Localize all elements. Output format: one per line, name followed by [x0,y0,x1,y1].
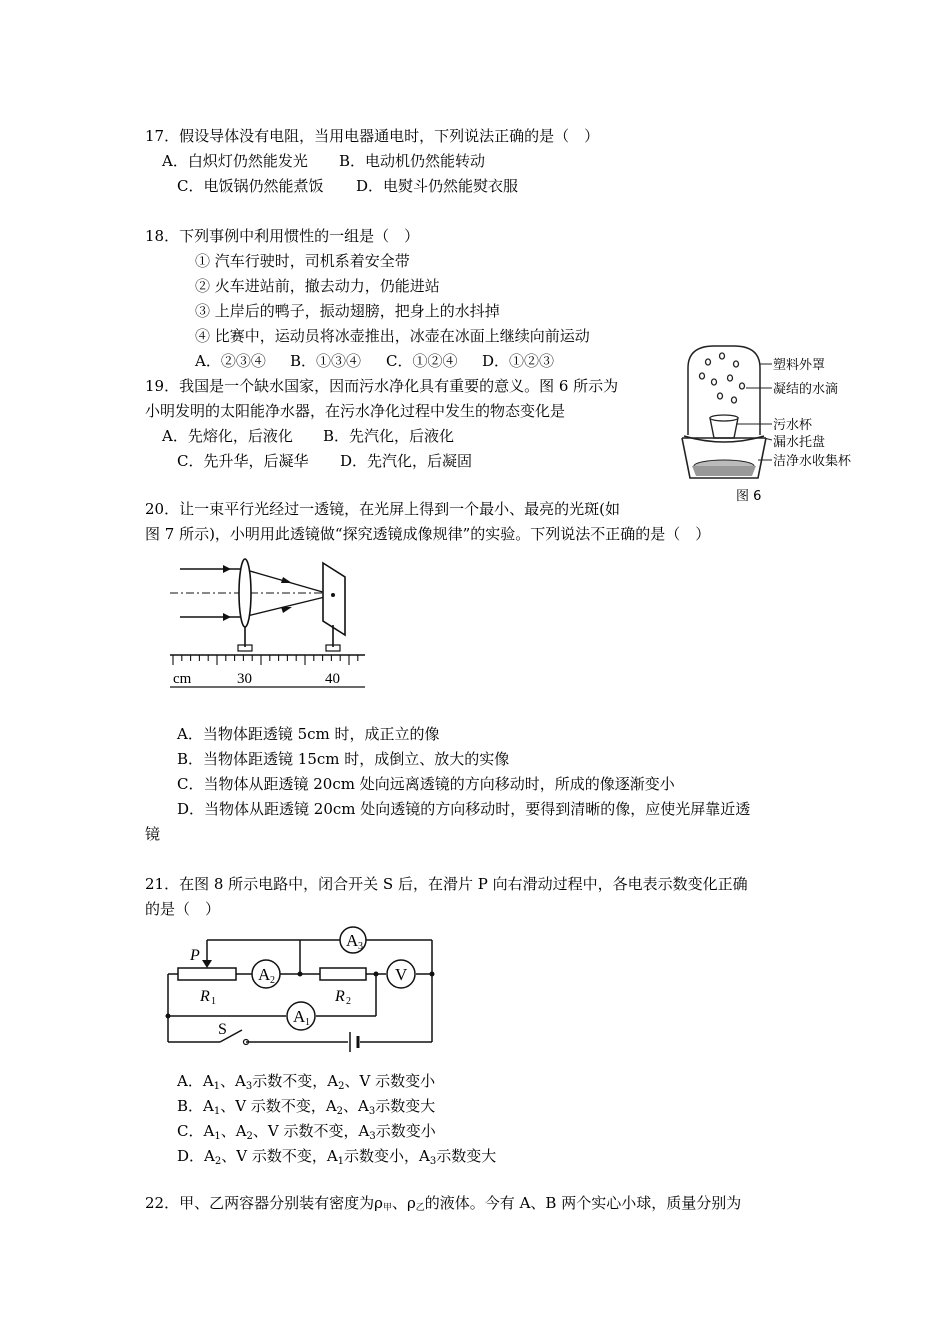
q19-option-b: B．先汽化，后液化 [323,427,455,445]
q18-option-d: D．①②③ [482,352,555,370]
q20-stem-line2: 图 7 所示)，小明用此透镜做“探究透镜成像规律”的实验。下列说法不正确的是（ ） [145,525,711,543]
fig8-voltmeter-label: V [395,965,408,984]
q19-option-a: A．先熔化，后液化 [162,427,293,445]
fig8-a2-letter: A [258,965,271,984]
q22-stem: 22．甲、乙两容器分别装有密度为ρ甲、ρ乙的液体。今有 A、B 两个实心小球，质量分别为 [145,1194,742,1213]
fig6-label-cover: 塑料外罩 [773,358,826,373]
fig7-tick-40: 40 [325,671,340,687]
fig6-label-tray: 漏水托盘 [773,435,826,450]
q20-option-b: B．当物体距透镜 15cm 时，成倒立、放大的实像 [177,750,510,768]
fig8-a1-subscript: 1 [305,1017,310,1028]
fig8-switch-label: S [218,1021,227,1038]
q21-option-c: C．$A_1$、$A_2$、V 示数不变，$A_3$示数变小 [177,1122,436,1142]
q20-stem-line1: 20．让一束平行光经过一透镜，在光屏上得到一个最小、最亮的光斑(如 [145,500,620,518]
q17-option-b: B．电动机仍然能转动 [339,152,486,170]
q19-stem-line2: 小明发明的太阳能净水器，在污水净化过程中发生的物态变化是 [145,402,566,420]
fig8-a2-subscript: 2 [270,975,275,986]
fig7-tick-30: 30 [237,671,252,687]
q18-item-3: ③ 上岸后的鸭子，振动翅膀，把身上的水抖掉 [195,302,500,320]
q20-option-d-line1: D．当物体从距透镜 20cm 处向透镜的方向移动时，要得到清晰的像，应使光屏靠近透 [177,800,751,818]
q19-stem-line1: 19．我国是一个缺水国家，因而污水净化具有重要的意义。图 6 所示为 [145,377,619,395]
figure-6-solar-purifier [676,340,876,515]
fig8-r1-letter: R [200,988,210,1005]
q18-stem: 18．下列事例中利用惯性的一组是（ ） [145,227,420,245]
q20-option-a: A．当物体距透镜 5cm 时，成正立的像 [177,725,440,743]
fig8-r2-letter: R [335,988,345,1005]
q21-stem-line2: 的是（ ） [145,900,221,918]
fig7-unit-label: cm [173,671,192,687]
fig6-label-droplets: 凝结的水滴 [773,382,839,397]
q20-option-c: C．当物体从距透镜 20cm 处向远离透镜的方向移动时，所成的像逐渐变小 [177,775,675,793]
fig8-a1-letter: A [293,1007,306,1026]
q18-item-1: ① 汽车行驶时，司机系着安全带 [195,252,410,270]
q19-option-d: D．先汽化，后凝固 [340,452,473,470]
fig8-a3-subscript: 3 [358,941,363,952]
fig8-r1-subscript: 1 [211,996,216,1007]
q19-option-c: C．先升华，后凝华 [177,452,309,470]
q21-stem-line1: 21．在图 8 所示电路中，闭合开关 S 后，在滑片 P 向右滑动过程中，各电表示数变化正确 [145,875,748,893]
q17-stem: 17．假设导体没有电阻，当用电器通电时，下列说法正确的是（ ） [145,127,600,145]
q21-option-d: D．$A_2$、V 示数不变，$A_1$示数变小，$A_3$示数变大 [177,1147,497,1167]
q18-item-2: ② 火车进站前，撤去动力，仍能进站 [195,277,440,295]
q21-option-b: B．$A_1$、V 示数不变，$A_2$、$A_3$示数变大 [177,1097,436,1117]
q21-option-a: A．$A_1$、$A_3$示数不变，$A_2$、V 示数变小 [177,1072,436,1092]
figure-8-circuit [160,922,440,1062]
q17-option-a: A．白炽灯仍然能发光 [162,152,308,170]
fig8-a3-letter: A [346,931,359,950]
q20-option-d-line2: 镜 [145,825,161,843]
q17-option-d: D．电熨斗仍然能熨衣服 [356,177,519,195]
fig8-r2-subscript: 2 [346,996,351,1007]
q18-option-b: B．①③④ [290,352,362,370]
fig8-slider-p-label: P [190,947,200,964]
q17-option-c: C．电饭锅仍然能煮饭 [177,177,324,195]
figure-7-lens-bench [165,555,370,690]
fig6-label-dirty-cup: 污水杯 [773,418,813,433]
fig6-caption: 图 6 [736,489,762,504]
q18-item-4: ④ 比赛中，运动员将冰壶推出，冰壶在冰面上继续向前运动 [195,327,590,345]
fig6-label-clean-cup: 洁净水收集杯 [773,454,852,469]
q18-option-c: C．①②④ [386,352,458,370]
q18-option-a: A．②③④ [195,352,266,370]
